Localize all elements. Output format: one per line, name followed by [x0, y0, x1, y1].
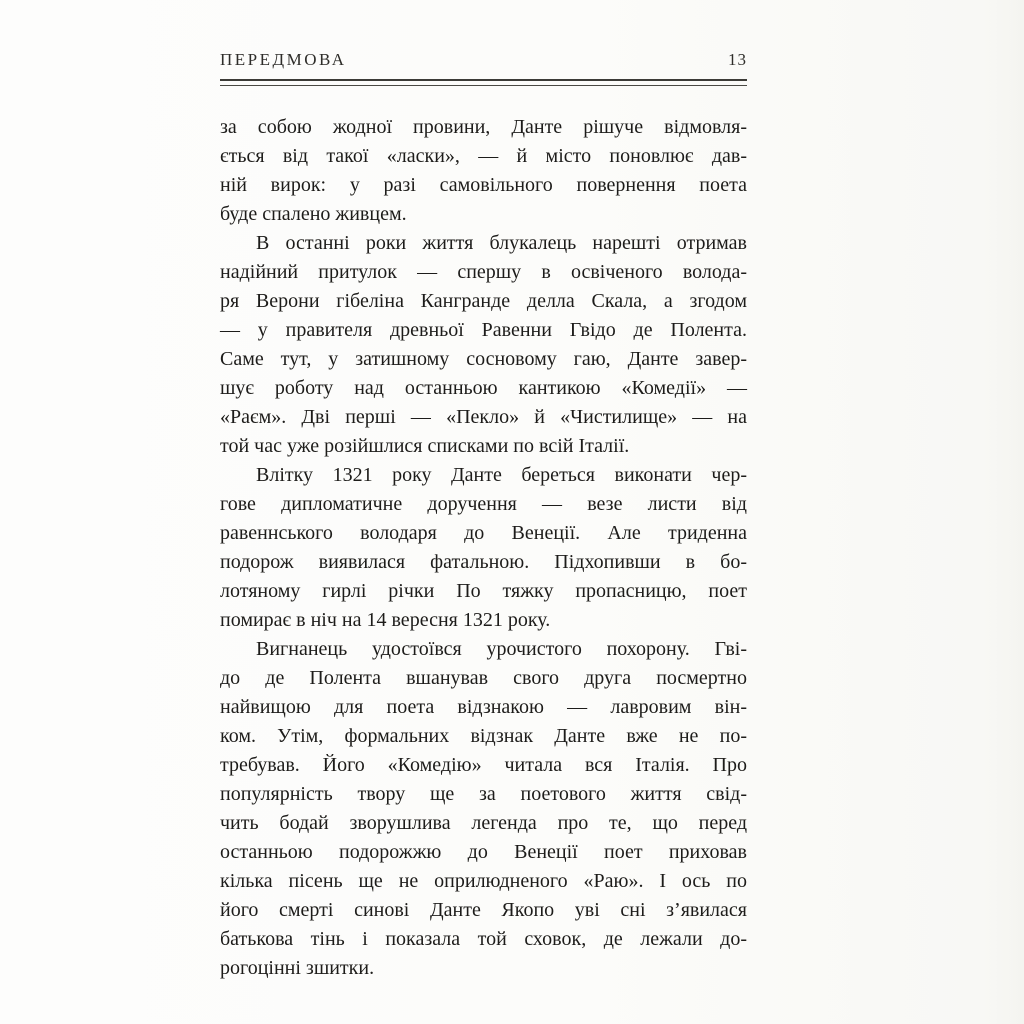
text-line: кілька пісень ще не оприлюдненого «Раю». І ось по	[220, 870, 747, 892]
page-number: 13	[728, 50, 747, 69]
text-line: за собою жодної провини, Данте рішуче відмовля-	[220, 116, 747, 138]
page-header	[220, 50, 747, 70]
text-line: батькова тінь і показала той сховок, де лежали до-	[220, 928, 747, 950]
text-line: ється від такої «ласки», — й місто поновлює дав-	[220, 145, 747, 167]
body-text	[220, 113, 747, 983]
page-content-column	[220, 50, 747, 983]
text-line: той час уже розійшлися списками по всій Італії.	[220, 435, 630, 457]
text-line: шує роботу над останньою кантикою «Комедії» —	[220, 377, 747, 399]
text-line: чить бодай зворушлива легенда про те, що перед	[220, 812, 747, 834]
text-line: подорож виявилася фатальною. Підхопивши в бо-	[220, 551, 747, 573]
text-line: гове дипломатичне доручення — везе листи від	[220, 493, 747, 515]
text-line: ря Верони гібеліна Кангранде делла Скала, а згодом	[220, 290, 747, 312]
text-line: Саме тут, у затишному сосновому гаю, Данте завер-	[220, 348, 747, 370]
text-line: помирає в ніч на 14 вересня 1321 року.	[220, 609, 551, 631]
text-line: В останні роки життя блукалець нарешті отримав	[256, 232, 747, 254]
text-line: буде спалено живцем.	[220, 203, 407, 225]
text-line: требував. Його «Комедію» читала вся Італія. Про	[220, 754, 747, 776]
text-line: найвищою для поета відзнакою — лавровим він-	[220, 696, 747, 718]
text-line: — у правителя древньої Равенни Гвідо де Полента.	[220, 319, 747, 341]
text-line: лотяному гирлі річки По тяжку пропасницю, поет	[220, 580, 747, 602]
running-title: ПЕРЕДМОВА	[220, 50, 347, 69]
paragraph	[220, 229, 747, 461]
text-line: надійний притулок — спершу в освіченого волода-	[220, 261, 747, 283]
paragraph	[220, 461, 747, 635]
text-line: равеннського володаря до Венеції. Але триденна	[220, 522, 747, 544]
text-line: популярність твору ще за поетового життя свід-	[220, 783, 747, 805]
paragraph	[220, 635, 747, 983]
text-line: його смерті синові Данте Якопо уві сні з’явилася	[220, 899, 747, 921]
text-line: рогоцінні зшитки.	[220, 957, 375, 979]
text-line: останньою подорожжю до Венеції поет приховав	[220, 841, 747, 863]
text-line: до де Полента вшанував свого друга посмертно	[220, 667, 747, 689]
header-rule	[220, 79, 747, 86]
text-line: «Раєм». Дві перші — «Пекло» й «Чистилище» — на	[220, 406, 747, 428]
text-line: ній вирок: у разі самовільного повернення поета	[220, 174, 747, 196]
text-line: ком. Утім, формальних відзнак Данте вже не по-	[220, 725, 747, 747]
text-line: Вигнанець удостоївся урочистого похорону. Гві-	[256, 638, 747, 660]
paragraph	[220, 113, 747, 229]
text-line: Влітку 1321 року Данте береться виконати чер-	[256, 464, 747, 486]
